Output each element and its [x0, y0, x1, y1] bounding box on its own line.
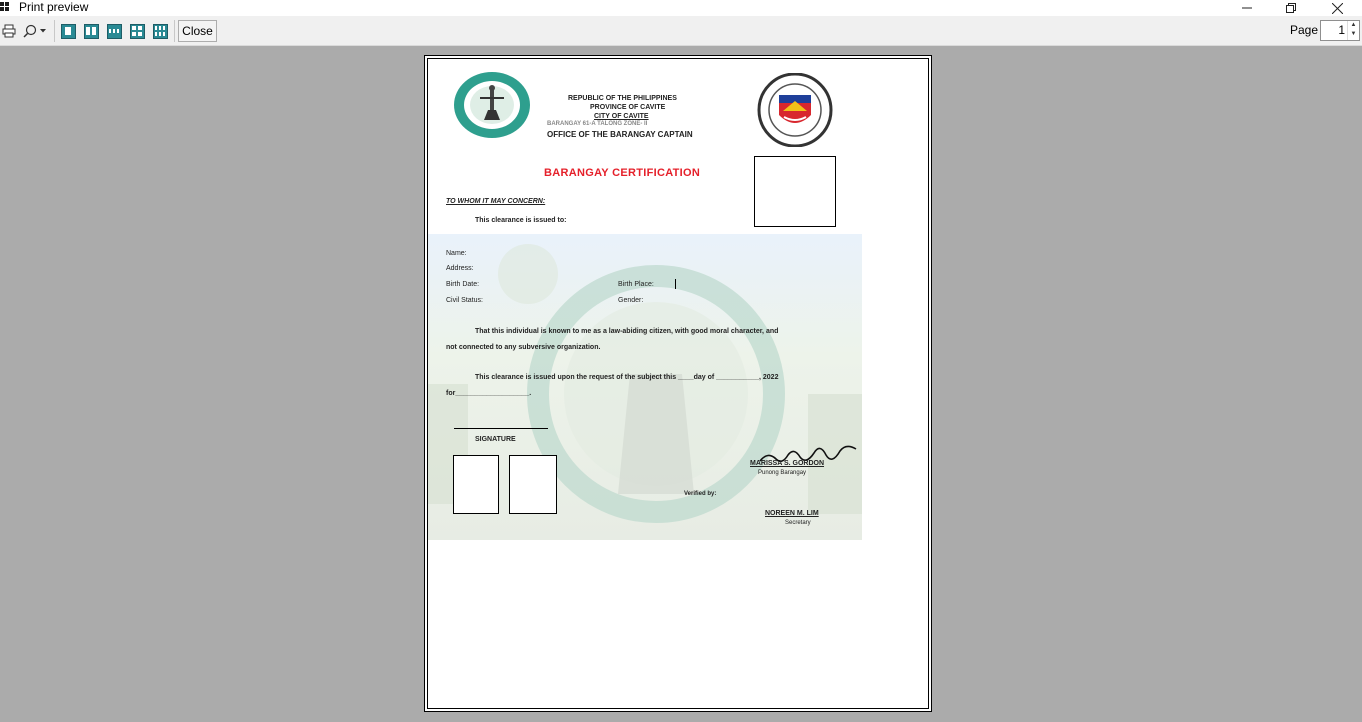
- header-line-4: BARANGAY 61-A TALONG ZONE- II: [547, 121, 648, 127]
- paragraph-2-line-1: This clearance is issued upon the request of the subject this ____day of ___________, 2022: [475, 374, 779, 381]
- six-pages-button[interactable]: [151, 20, 169, 42]
- signature-line: [454, 428, 548, 429]
- print-icon: [2, 24, 16, 38]
- verified-by-label: Verified by:: [684, 491, 717, 497]
- issued-to-text: This clearance is issued to:: [475, 217, 567, 224]
- one-page-icon: [61, 24, 76, 39]
- paragraph-1-line-1: That this individual is known to me as a law-abiding citizen, with good moral character, and: [475, 328, 779, 335]
- chevron-up-icon[interactable]: ▲: [1350, 22, 1357, 28]
- document-page: [427, 58, 929, 709]
- paragraph-1-line-2: not connected to any subversive organization.: [446, 344, 601, 351]
- page-number-value: 1: [1338, 23, 1345, 37]
- signature-label: SIGNATURE: [475, 436, 516, 443]
- header-line-2: PROVINCE OF CAVITE: [590, 104, 666, 111]
- salutation: TO WHOM IT MAY CONCERN:: [446, 198, 546, 205]
- six-pages-icon: [153, 24, 168, 39]
- header-line-1: REPUBLIC OF THE PHILIPPINES: [568, 95, 677, 102]
- minimize-button[interactable]: [1224, 0, 1270, 16]
- two-pages-button[interactable]: [82, 20, 100, 42]
- minimize-icon: [1242, 3, 1252, 13]
- birth-place-label: Birth Place:: [618, 281, 654, 288]
- secretary-title: Secretary: [785, 520, 811, 526]
- captain-name: MARISSA S. GORDON: [750, 460, 825, 467]
- app-icon: [0, 2, 10, 12]
- page-label: Page: [1290, 23, 1319, 37]
- city-seal-logo: [750, 73, 840, 147]
- three-pages-button[interactable]: [105, 20, 123, 42]
- civil-status-label: Civil Status:: [446, 297, 483, 304]
- restore-button[interactable]: [1268, 0, 1314, 16]
- page-number-stepper[interactable]: [1320, 20, 1360, 41]
- stepper-arrows[interactable]: [1347, 21, 1359, 40]
- toolbar-separator: [54, 20, 55, 42]
- chevron-down-icon: [39, 28, 47, 34]
- text-cursor: [675, 279, 676, 289]
- close-window-icon: [1332, 3, 1343, 14]
- thumbmark-box-left: [453, 455, 499, 514]
- three-pages-icon: [107, 24, 122, 39]
- certification-title: BARANGAY CERTIFICATION: [544, 167, 701, 179]
- two-pages-icon: [84, 24, 99, 39]
- preview-page: [424, 55, 932, 712]
- id-photo-box: [754, 156, 836, 227]
- paragraph-2-line-2: for___________________.: [446, 390, 532, 397]
- barangay-seal-logo: [452, 70, 532, 140]
- name-label: Name:: [446, 250, 467, 257]
- restore-icon: [1286, 3, 1296, 13]
- header-line-3: CITY OF CAVITE: [594, 113, 649, 120]
- four-pages-icon: [130, 24, 145, 39]
- four-pages-button[interactable]: [128, 20, 146, 42]
- birth-date-label: Birth Date:: [446, 281, 480, 288]
- one-page-button[interactable]: [59, 20, 77, 42]
- window-title: Print preview: [19, 0, 89, 14]
- chevron-down-icon[interactable]: ▼: [1350, 31, 1357, 37]
- toolbar-separator: [174, 20, 175, 42]
- header-line-5: OFFICE OF THE BARANGAY CAPTAIN: [547, 130, 693, 139]
- close-button[interactable]: Close: [178, 20, 217, 42]
- gender-label: Gender:: [618, 297, 644, 304]
- captain-title: Punong Barangay: [758, 470, 807, 476]
- print-button[interactable]: [0, 20, 18, 42]
- secretary-name: NOREEN M. LIM: [765, 510, 819, 517]
- zoom-icon: [23, 24, 37, 38]
- close-window-button[interactable]: [1314, 0, 1360, 16]
- title-bar: [0, 0, 1362, 16]
- zoom-button[interactable]: [20, 20, 50, 42]
- thumbmark-box-right: [509, 455, 557, 514]
- address-label: Address:: [446, 265, 474, 272]
